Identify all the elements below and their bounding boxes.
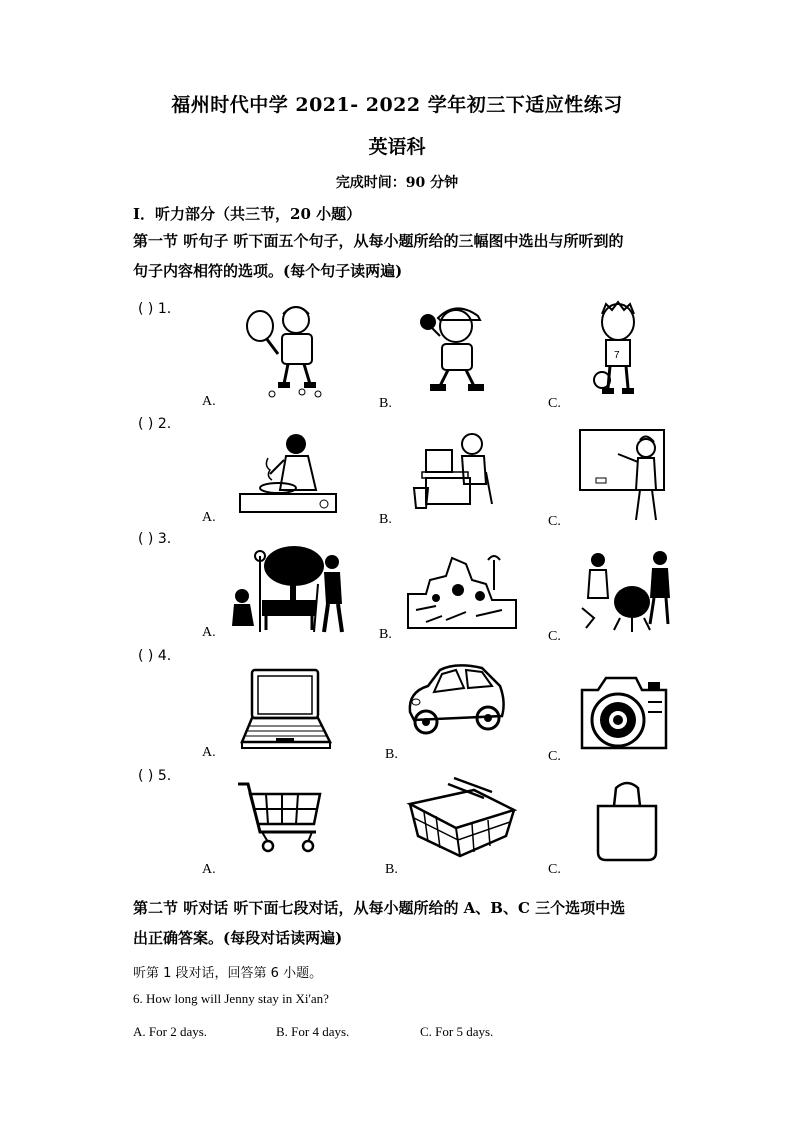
q5-option-a: A.	[202, 862, 216, 877]
exam-time: 完成时间：90 分钟	[335, 175, 459, 191]
q1-option-b: B.	[379, 396, 392, 411]
q2-option-c: C.	[548, 514, 561, 529]
boy-pingpong-image	[418, 300, 490, 395]
camera-image	[580, 668, 668, 754]
q3-option-a: A.	[202, 625, 216, 640]
section1-instructions	[133, 226, 673, 286]
section1-line1: 第一节 听句子 听下面五个句子，从每小题所给的三幅图中选出与所听到的	[133, 232, 624, 250]
question-number-5: ( ) 5.	[138, 768, 172, 784]
people-around-fire-image	[576, 548, 672, 638]
tote-bag-image	[594, 778, 660, 862]
boy-basketball-image	[592, 300, 644, 400]
q6-option-a: A. For 2 days.	[133, 1024, 208, 1039]
q4-option-c: C.	[548, 749, 561, 764]
svg-text:7: 7	[614, 350, 620, 361]
question-6: 6. How long will Jenny stay in Xi'an?	[133, 991, 329, 1006]
boy-tennis-image	[238, 298, 328, 398]
woman-cooking-image	[238, 430, 338, 520]
subject-title: 英语科	[368, 136, 426, 158]
q5-option-b: B.	[385, 862, 398, 877]
section2-line1: 第二节 听对话 听下面七段对话，从每小题所给的 A、B、C 三个选项中选	[133, 899, 626, 917]
car-image	[404, 662, 508, 742]
q2-option-b: B.	[379, 512, 392, 527]
girl-computer-image	[412, 432, 502, 514]
laptop-image	[240, 668, 332, 752]
section1-line2: 句子内容相符的选项。(每个句子读两遍)	[133, 262, 403, 280]
question-number-3: ( ) 3.	[138, 531, 172, 547]
q6-option-b: B. For 4 days.	[276, 1024, 350, 1039]
teacher-blackboard-image	[578, 428, 666, 524]
shopping-basket-image	[408, 774, 516, 858]
q4-option-b: B.	[385, 747, 398, 762]
q4-option-a: A.	[202, 745, 216, 760]
people-planting-trees-image	[228, 544, 350, 636]
q1-option-c: C.	[548, 396, 561, 411]
q3-option-c: C.	[548, 629, 561, 644]
q1-option-a: A.	[202, 394, 216, 409]
q2-option-a: A.	[202, 510, 216, 525]
listening-heading: I．听力部分（共三节，20 小题）	[133, 205, 362, 223]
shopping-cart-image	[236, 780, 324, 856]
section2-line2: 出正确答案。(每段对话读两遍)	[133, 929, 343, 947]
question-number-2: ( ) 2.	[138, 416, 172, 432]
question-number-4: ( ) 4.	[138, 648, 172, 664]
park-litter-image	[406, 550, 518, 632]
page-title: 福州时代中学 2021- 2022 学年初三下适应性练习	[171, 94, 623, 116]
question-number-1: ( ) 1.	[138, 301, 172, 317]
dialogue1-instruction: 听第 1 段对话，回答第 6 小题。	[133, 966, 323, 981]
q6-option-c: C. For 5 days.	[420, 1024, 494, 1039]
section2-instructions	[133, 893, 673, 953]
q3-option-b: B.	[379, 627, 392, 642]
q5-option-c: C.	[548, 862, 561, 877]
